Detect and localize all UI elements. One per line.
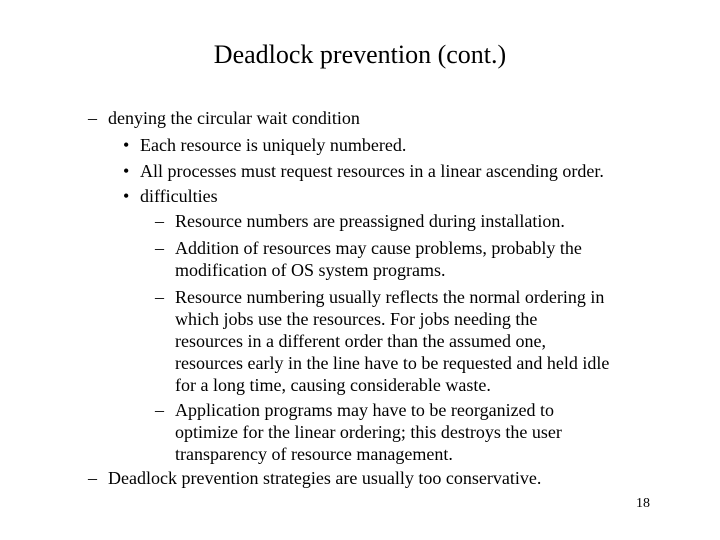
bullet-text-line: resources in a different order than the assumed one, xyxy=(175,331,547,351)
bullet-text-line: resources early in the line have to be requested and held idle xyxy=(175,353,610,373)
bullet-text-line: Resource numbers are preassigned during installation. xyxy=(175,211,565,231)
bullet-text-line: difficulties xyxy=(140,186,218,206)
bullet-icon: • xyxy=(123,161,130,181)
bullet-text-line: modification of OS system programs. xyxy=(175,260,446,280)
bullet-text-line: Resource numbering usually reflects the normal ordering in xyxy=(175,287,605,307)
dash-bullet-icon: – xyxy=(155,400,164,420)
bullet-icon: • xyxy=(123,186,130,206)
dash-bullet-icon: – xyxy=(155,287,164,307)
bullet-text-line: Deadlock prevention strategies are usually too conservative. xyxy=(108,468,542,488)
bullet-text-line: Each resource is uniquely numbered. xyxy=(140,135,407,155)
bullet-text-line: which jobs use the resources. For jobs needing the xyxy=(175,309,538,329)
page-number: 18 xyxy=(636,496,650,511)
dash-bullet-icon: – xyxy=(88,468,97,488)
dash-bullet-icon: – xyxy=(155,211,164,231)
dash-bullet-icon: – xyxy=(155,238,164,258)
bullet-text-line: Addition of resources may cause problems, probably the xyxy=(175,238,582,258)
bullet-icon: • xyxy=(123,135,130,155)
bullet-text-line: for a long time, causing considerable waste. xyxy=(175,375,491,395)
bullet-text-line: optimize for the linear ordering; this destroys the user xyxy=(175,422,562,442)
bullet-text-line: denying the circular wait condition xyxy=(108,108,360,128)
slide-title: Deadlock prevention (cont.) xyxy=(213,40,507,69)
bullet-text-line: transparency of resource management. xyxy=(175,444,453,464)
bullet-text-line: All processes must request resources in a linear ascending order. xyxy=(140,161,604,181)
bullet-text-line: Application programs may have to be reorganized to xyxy=(175,400,555,420)
dash-bullet-icon: – xyxy=(88,108,97,128)
